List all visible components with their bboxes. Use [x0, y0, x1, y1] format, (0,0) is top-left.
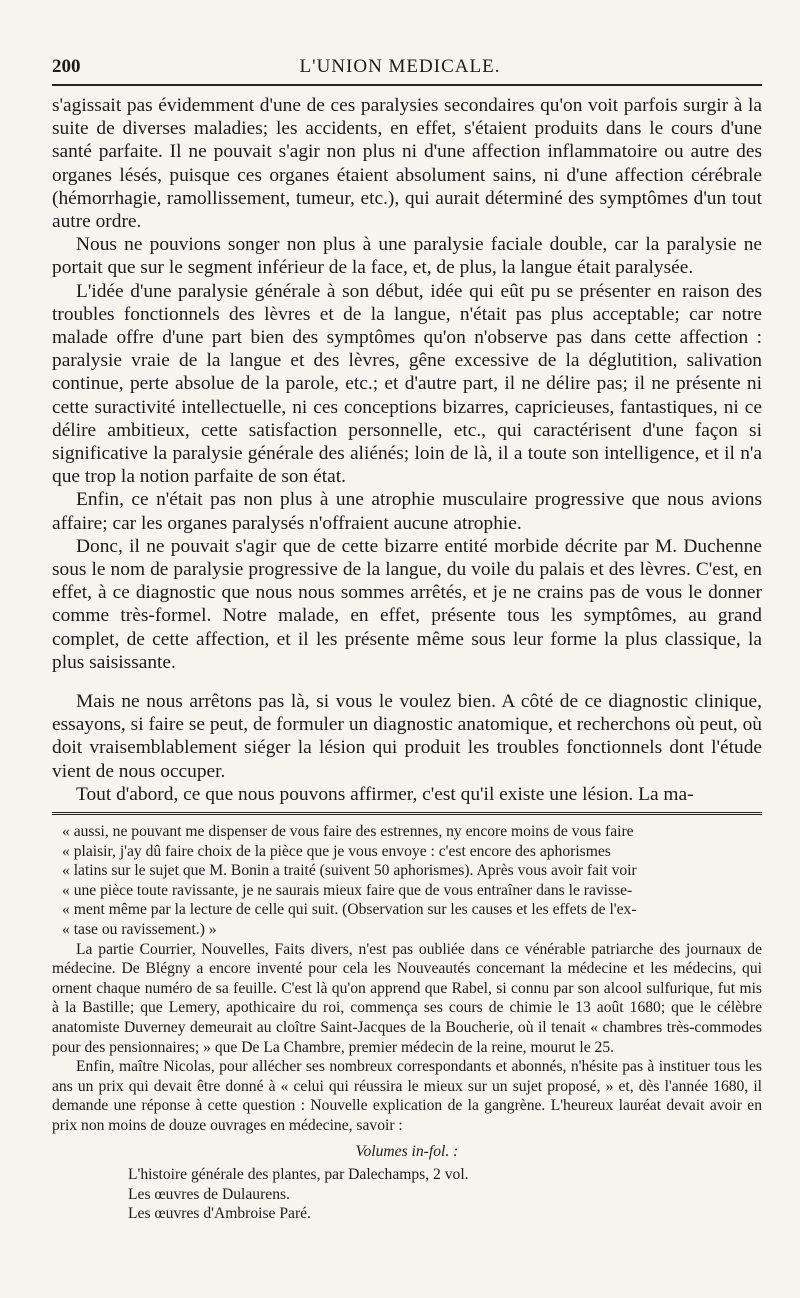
list-item: L'histoire générale des plantes, par Dalechamps, 2 vol. — [128, 1166, 469, 1184]
section-title-text: Volumes in-fol. : — [355, 1142, 459, 1160]
header-rule — [52, 84, 762, 86]
quote-line: « plaisir, j'ay dû faire choix de la pièce que je vous envoye : c'est encore des aphorismes — [62, 842, 611, 860]
page-number: 200 — [52, 56, 81, 77]
quote-line: « ment même par la lecture de celle qui suit. (Observation sur les causes et les effets de l'ex- — [62, 901, 637, 919]
paragraph: s'agissait pas évidemment d'une de ces paralysies secondaires qu'on voit parfois surgir à la suite de diverses maladies; les accidents, en effet, s'étaient produits dans le cours d'une santé parfaite. Il ne pouvait s'agir non plus ni d'une affection inflammatoire ou autre des organes lésés, puisque ces organes étaient absolument sains, ni d'une affection cérébrale (hémorrhagie, ramollissement, tumeur, etc.), qui aurait déterminé des symptômes d'un tout autre ordre. — [52, 95, 762, 233]
paragraph: Enfin, maître Nicolas, pour allécher ses nombreux correspondants et abonnés, n'hésite pas à instituer tous les ans un prix qui devait être donné à « celui qui réussira le mieux sur un sujet proposé, » et, dès l'année 1680, il demande une réponse à cette question : Nouvelle explication de la gangrène. L'heureux lauréat devait avoir en prix non moins de douze ouvrages en médecine, savoir : — [52, 1058, 762, 1134]
quote-line: « aussi, ne pouvant me dispenser de vous faire des estrennes, ny encore moins de vous faire — [62, 823, 634, 840]
feuilleton-rule — [52, 812, 762, 818]
paragraph: Tout d'abord, ce que nous pouvons affirmer, c'est qu'il existe une lésion. La ma- — [76, 783, 694, 805]
paragraph: Mais ne nous arrêtons pas là, si vous le voulez bien. A côté de ce diagnostic clinique, essayons, si faire se peut, de formuler un diagnostic anatomique, et recherchons où peut, où doit vraisemblablement siéger la lésion qui produit les troubles fonctionnels dont l'étude vient de nous occuper. — [52, 691, 762, 782]
paragraph: La partie Courrier, Nouvelles, Faits divers, n'est pas oubliée dans ce vénérable patriarche des journaux de médecine. De Blégny a encore inventé pour cela les Nouveautés concernant la médecine et les médecins, qui ornent chaque numéro de sa feuille. C'est là qu'on apprend que Rabel, si connu par son alcool sulfurique, fut mis à la Bastille; que Lemery, apothicaire du roi, commença ses cours de chimie le 13 août 1680; que le célèbre anatomiste Duverney demeurait au cloître Saint-Jacques de la Boucherie, où il tenait « chambres très-commodes pour des pensionnaires; » que De La Chambre, premier médecin de la reine, mourut le 25. — [52, 940, 762, 1056]
feuilleton-text — [52, 822, 762, 1224]
page-header — [52, 48, 748, 88]
quote-line: « une pièce toute ravissante, je ne saurais mieux faire que de vous entraîner dans le ravisse- — [62, 881, 633, 899]
paragraph: L'idée d'une paralysie générale à son début, idée qui eût pu se présenter en raison des troubles fonctionnels des lèvres et de la langue, n'était pas plus acceptable; car notre malade offre d'une part bien des symptômes qu'on n'observe pas dans cette affection : paralysie vraie de la langue et des lèvres, gêne excessive de la déglutition, salivation continue, perte absolue de la parole, etc.; et d'autre part, il ne délire pas; il ne présente ni cette suractivité intellectuelle, ni ces conceptions bizarres, capricieuses, fantastiques, ni ce délire ambitieux, cette satisfaction personnelle, etc., qui caractérisent d'une façon si significative la paralysie générale des aliénés; loin de là, il a toute son intelligence, et il n'a que trop la notion parfaite de son état. — [52, 280, 762, 488]
journal-title: L'UNION MEDICALE. — [299, 56, 501, 77]
list-item: Les œuvres de Dulaurens. — [128, 1185, 290, 1203]
list-item: Les œuvres d'Ambroise Paré. — [128, 1205, 311, 1223]
quote-line: « tase ou ravissement.) » — [62, 920, 217, 938]
quote-line: « latins sur le sujet que M. Bonin a traité (suivent 50 aphorismes). Après vous avoir fait voir — [62, 862, 637, 880]
section-title — [52, 1142, 762, 1162]
main-text — [52, 94, 762, 806]
paragraph: Donc, il ne pouvait s'agir que de cette bizarre entité morbide décrite par M. Duchenne sous le nom de paralysie progressive de la langue, du voile du palais et des lèvres. C'est, en effet, à ce diagnostic que nous nous sommes arrêtés, et je ne crains pas de vous le donner comme très-formel. Notre malade, en effet, présente tous les symptômes, au grand complet, de cette affection, et il les présente même sous leur forme la plus classique, la plus saisissante. — [52, 535, 762, 673]
paragraph: Enfin, ce n'était pas non plus à une atrophie musculaire progressive que nous avions affaire; car les organes paralysés n'offraient aucune atrophie. — [52, 489, 762, 534]
paragraph: Nous ne pouvions songer non plus à une paralysie faciale double, car la paralysie ne portait que sur le segment inférieur de la face, et, de plus, la langue était paralysée. — [52, 234, 762, 279]
